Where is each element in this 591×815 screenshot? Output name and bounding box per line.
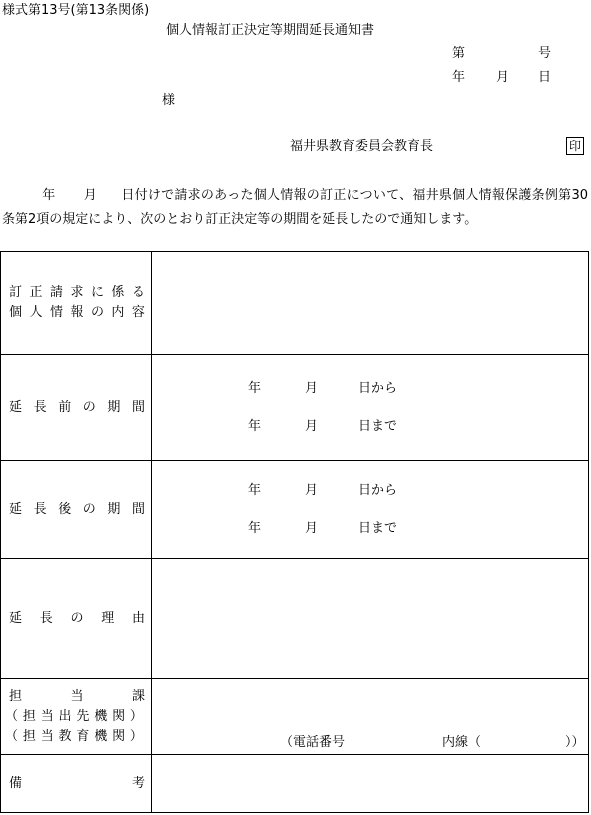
sender-name: 福井県教育委員会教育長	[290, 139, 434, 154]
month-label: 月	[305, 520, 319, 536]
phone-close: ））	[565, 734, 585, 750]
seal-stamp: 印	[566, 137, 584, 155]
label-line	[1, 283, 151, 303]
table-row	[1, 755, 589, 813]
period-after-field[interactable]	[152, 461, 589, 559]
month-label: 月	[305, 380, 319, 396]
label-char: （	[5, 708, 19, 724]
label-char: る	[131, 285, 145, 300]
label-remarks	[1, 755, 152, 813]
label-period-after	[1, 461, 152, 559]
label-char: 担	[22, 708, 36, 724]
year-label: 年	[248, 482, 262, 498]
label-char: 後	[58, 501, 72, 517]
body-month: 月	[83, 188, 98, 203]
day-label: 日まで	[358, 520, 398, 536]
issue-date-year: 年	[452, 70, 466, 85]
label-char: 関	[112, 728, 126, 744]
label-char: 担	[22, 728, 36, 744]
label-line	[1, 707, 151, 727]
label-char: 訂	[9, 285, 23, 300]
label-line	[1, 687, 151, 707]
document-number-suffix: 号	[538, 46, 552, 61]
label-char: 求	[70, 285, 84, 300]
year-label: 年	[248, 520, 262, 536]
label-char: 当	[40, 728, 54, 744]
year-label: 年	[248, 418, 262, 434]
remarks-field[interactable]	[152, 755, 589, 813]
label-char: 容	[131, 305, 145, 320]
label-char: 関	[112, 708, 126, 724]
label-char: 備	[9, 775, 23, 791]
year-label: 年	[248, 380, 262, 396]
extension-form-table	[0, 251, 589, 813]
label-department	[1, 679, 152, 755]
table-row	[1, 559, 589, 679]
label-char: 長	[33, 399, 47, 415]
label-char: （	[5, 728, 19, 744]
period-before-from	[248, 370, 588, 408]
label-char: 課	[131, 688, 145, 704]
label-char: 人	[29, 305, 43, 320]
extension-reason-field[interactable]	[152, 559, 589, 679]
label-char: 考	[131, 775, 145, 791]
label-char: 情	[49, 305, 63, 320]
label-line	[1, 303, 151, 323]
label-char: 延	[9, 501, 23, 517]
label-char: 期	[107, 501, 121, 517]
label-char: 期	[107, 399, 121, 415]
period-before-to	[248, 408, 588, 446]
period-after-to	[248, 510, 588, 548]
extension-label: 内線（	[442, 734, 482, 750]
period-after-from	[248, 472, 588, 510]
label-char: の	[70, 610, 84, 626]
label-char: ）	[129, 708, 143, 724]
label-extension-reason	[1, 559, 152, 679]
phone-number-line	[280, 736, 585, 749]
issue-date-day: 日	[538, 70, 552, 85]
label-char: 間	[131, 501, 145, 517]
label-char: 正	[29, 285, 43, 300]
label-char: 先	[76, 708, 90, 724]
label-line	[1, 774, 151, 794]
label-char: 請	[49, 285, 63, 300]
label-line	[1, 500, 151, 520]
label-char: 報	[70, 305, 84, 320]
label-char: 由	[131, 610, 145, 626]
label-char: 前	[58, 399, 72, 415]
issue-date-month: 月	[496, 70, 510, 85]
label-char: 長	[39, 610, 53, 626]
label-char: 内	[111, 305, 125, 320]
period-before-field[interactable]	[152, 355, 589, 461]
document-title: 個人情報訂正決定等期間延長通知書	[166, 23, 375, 38]
label-char: の	[82, 501, 96, 517]
table-row	[1, 679, 589, 755]
label-char: 係	[111, 285, 125, 300]
phone-label: （電話番号	[280, 734, 346, 750]
month-label: 月	[305, 418, 319, 434]
day-label: 日から	[358, 380, 398, 396]
label-char: 当	[40, 708, 54, 724]
table-row	[1, 461, 589, 559]
month-label: 月	[305, 482, 319, 498]
label-char: 育	[76, 728, 90, 744]
body-year: 年	[42, 188, 56, 203]
label-char: 機	[94, 708, 108, 724]
day-label: 日まで	[358, 418, 398, 434]
table-row	[1, 252, 589, 355]
label-char: 出	[58, 708, 72, 724]
label-char: 機	[94, 728, 108, 744]
addressee-suffix: 様	[162, 93, 176, 108]
label-line	[1, 727, 151, 747]
department-field[interactable]	[152, 679, 589, 755]
label-line	[1, 398, 151, 418]
label-line	[1, 609, 151, 629]
label-char: 間	[131, 399, 145, 415]
label-char: 個	[9, 305, 23, 320]
label-char: 当	[70, 688, 84, 704]
label-char: 理	[101, 610, 115, 626]
document-number-prefix: 第	[452, 46, 466, 61]
label-char: 延	[9, 399, 23, 415]
day-label: 日から	[358, 482, 398, 498]
label-char: の	[82, 399, 96, 415]
body-text: 日付けで請求のあった個人情報の訂正について、福井県個人情報保護条例第30条第2項の規定により、次のとおり訂正決定等の期間を延長したので通知します。	[2, 188, 588, 227]
label-char: ）	[129, 728, 143, 744]
label-period-before	[1, 355, 152, 461]
label-correction-content	[1, 252, 152, 355]
table-row	[1, 355, 589, 461]
correction-content-field[interactable]	[152, 252, 589, 355]
label-char: 教	[58, 728, 72, 744]
label-char: 担	[9, 688, 23, 704]
notice-body	[2, 184, 588, 232]
form-number: 様式第13号(第13条関係)	[2, 3, 150, 18]
label-char: 長	[33, 501, 47, 517]
label-char: の	[90, 305, 104, 320]
label-char: 延	[9, 610, 23, 626]
label-char: に	[90, 285, 104, 300]
